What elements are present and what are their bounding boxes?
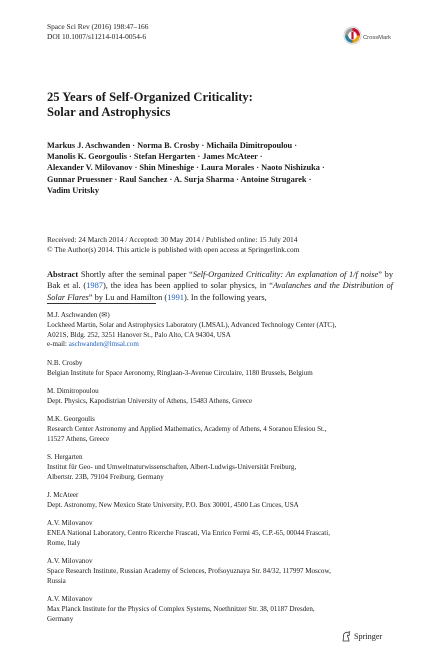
affiliation-address: Lockheed Martin, Solar and Astrophysics Laboratory (LMSAL), Advanced Technology Center (ATC),	[47, 320, 337, 329]
affiliation-author: A.V. Milovanov	[47, 519, 93, 528]
citation-link[interactable]: 1987	[86, 281, 103, 291]
affiliation-address: Max Planck Institute for the Physics of Complex Systems, Noethnitzer Str. 38, 01187 Dresden,	[47, 605, 315, 614]
affiliations	[47, 311, 397, 633]
affiliation-author: M.J. Aschwanden (✉)	[47, 311, 110, 319]
footnote-divider	[47, 303, 156, 304]
affiliation	[47, 311, 397, 350]
cited-title-formula: 1/f noise	[349, 270, 379, 279]
article-title	[47, 90, 387, 120]
author-line: Gunnar Pruessner · Raul Sanchez · A. Surja Sharma · Antoine Strugarek ·	[47, 174, 312, 184]
cited-title: Avalanches and the Distribution of Solar Flares	[47, 281, 393, 302]
affiliation	[47, 415, 397, 444]
affiliation-author: N.B. Crosby	[47, 358, 83, 367]
affiliation-address: A021S, Bldg. 252, 3251 Hanover St., Palo Alto, CA 94304, USA	[47, 330, 231, 339]
affiliation-author: M. Dimitropoulou	[47, 386, 99, 395]
affiliation	[47, 453, 397, 482]
journal-header	[47, 22, 148, 41]
doi-line[interactable]: DOI 10.1007/s11214-014-0054-6	[47, 31, 147, 41]
author-line: Vadim Uritsky	[47, 185, 100, 195]
affiliation	[47, 491, 397, 511]
author-line: Manolis K. Georgoulis · Stefan Hergarten · James McAteer ·	[47, 152, 263, 162]
affiliation-address: Dept. Physics, Kapodistrian University of Athens, 15483 Athens, Greece	[47, 396, 253, 405]
affiliation-address: Research Center Astronomy and Applied Mathematics, Academy of Athens, 4 Soranou Efesiou St.,	[47, 424, 327, 433]
author-line: Markus J. Aschwanden · Norma B. Crosby · Michaila Dimitropoulou ·	[47, 141, 298, 150]
author-list	[47, 140, 407, 196]
abstract-text: ” by Lu and Hamilton (	[88, 292, 168, 302]
affiliation-address: Space Research Institute, Russian Academy of Sciences, Profsoyuznaya Str. 84/32, 117997 Moscow,	[47, 567, 331, 576]
affiliation-address: Dept. Astronomy, New Mexico State University, P.O. Box 30001, 4500 Las Cruces, USA	[47, 500, 299, 509]
affiliation-address: Rome, Italy	[47, 538, 81, 547]
title-line-2: Solar and Astrophysics	[47, 105, 171, 119]
affiliation	[47, 595, 397, 624]
affiliation-author: A.V. Milovanov	[47, 557, 93, 566]
affiliation-address: Institut für Geo- und Umweltnaturwissenschaften, Albert-Ludwigs-Universität Freiburg,	[47, 462, 297, 471]
affiliation-address: Germany	[47, 614, 74, 623]
abstract-text: ” by Bak et al. (	[47, 270, 394, 291]
publisher-logo	[341, 631, 401, 643]
affiliation-author: J. McAteer	[47, 491, 79, 500]
affiliation-address: ENEA National Laboratory, Centro Ricerche Frascati, Via Enrico Fermi 45, C.P.-65, 00044 Frascati,	[47, 529, 330, 538]
author-line: Alexander V. Milovanov · Shin Mineshige · Laura Morales · Naoto Nishizuka ·	[47, 163, 325, 173]
affiliation-author: M.K. Georgoulis	[47, 415, 95, 424]
affiliation	[47, 557, 397, 586]
affiliation	[47, 387, 397, 407]
citation-link[interactable]: 1991	[167, 292, 184, 302]
affiliation-address: 11527 Athens, Greece	[47, 434, 110, 443]
cited-title: Self-Organized Criticality: An explanation of	[192, 270, 347, 279]
affiliation	[47, 519, 397, 548]
journal-citation: Space Sci Rev (2016) 198:47–166	[47, 22, 149, 31]
abstract-paragraph	[47, 269, 393, 303]
crossmark-badge[interactable]	[343, 25, 393, 51]
affiliation-address: Russia	[47, 576, 66, 585]
received-dates: Received: 24 March 2014 / Accepted: 30 May 2014 / Published online: 15 July 2014	[47, 235, 298, 244]
abstract-text: ). In the following years,	[183, 292, 267, 302]
abstract-text: ), the idea has been applied to solar physics, in “	[102, 281, 273, 291]
copyright-line: © The Author(s) 2014. This article is published with open access at Springerlink.com	[47, 244, 300, 254]
abstract-label: Abstract	[47, 270, 79, 279]
publication-history	[47, 235, 407, 254]
affiliation-address: Belgian Institute for Space Aeronomy, Ringlaan-3-Avenue Circulaire, 1180 Brussels, Belgium	[47, 368, 313, 377]
affiliation	[47, 359, 397, 379]
crossmark-label: CrossMark	[363, 35, 392, 41]
email-prefix: e-mail:	[47, 340, 69, 349]
springer-horse-icon	[341, 631, 351, 642]
affiliation-author: A.V. Milovanov	[47, 595, 93, 604]
email-link[interactable]: aschwanden@lmsal.com	[68, 340, 139, 349]
abstract-text: Shortly after the seminal paper “	[78, 270, 193, 279]
title-line-1: 25 Years of Self-Organized Criticality:	[47, 90, 253, 104]
crossmark-icon	[343, 25, 362, 46]
affiliation-author: S. Hergarten	[47, 453, 83, 462]
affiliation-address: Albertstr. 23B, 79104 Freiburg, Germany	[47, 472, 164, 481]
affiliation-email	[47, 340, 397, 350]
publisher-name: Springer	[354, 632, 383, 641]
